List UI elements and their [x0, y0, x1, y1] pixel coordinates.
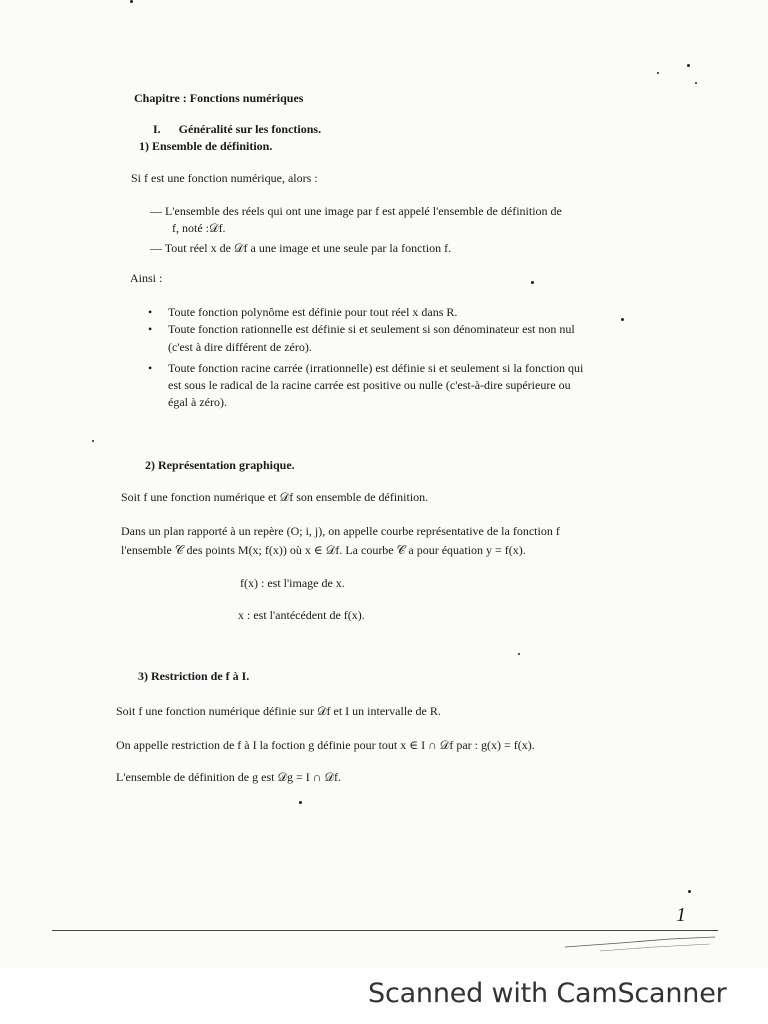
bullet-item: • Toute fonction racine carrée (irrationnelle) est définie si et seulement si la fonction qui — [168, 360, 583, 377]
scan-speck — [695, 82, 697, 84]
subsection-2-heading: 2) Représentation graphique. — [145, 458, 295, 472]
chapter-title: Chapitre : Fonctions numériques — [134, 91, 304, 105]
scan-speck — [130, 0, 133, 3]
subsection-3-heading: 3) Restriction de f à I. — [138, 669, 250, 683]
scan-speck — [657, 72, 659, 74]
dash-item-1: — L'ensemble des réels qui ont une image par f est appelé l'ensemble de définition de — [150, 204, 562, 218]
section-1-heading: I. Généralité sur les fonctions. — [153, 122, 322, 136]
scan-speck — [531, 281, 534, 284]
definition-image: f(x) : est l'image de x. — [240, 576, 345, 590]
scan-speck — [688, 890, 691, 893]
dash-item-2: — Tout réel x de 𝒟f a une image et une seule par la fonction f. — [150, 241, 452, 255]
scan-speck — [92, 440, 94, 442]
bullet-item: • Toute fonction rationnelle est définie si et seulement si son dénominateur est non nul — [168, 321, 575, 338]
bullet-list — [168, 304, 575, 338]
camscanner-watermark: Scanned with CamScanner — [368, 978, 727, 1009]
scan-speck — [687, 64, 690, 67]
footer-scribble — [560, 935, 720, 955]
bullet-item: • Toute fonction polynôme est définie pour tout réel x dans R. — [168, 304, 575, 321]
bullet-item-cont: est sous le radical de la racine carrée est positive ou nulle (c'est-à-dire supérieure ou — [168, 378, 571, 392]
representation-p2-line1: Dans un plan rapporté à un repère (O; i, j), on appelle courbe représentative de la fonction f — [121, 524, 560, 538]
bullet-list-2 — [168, 360, 583, 377]
subsection-1-heading: 1) Ensemble de définition. — [139, 139, 273, 153]
representation-p1: Soit f une fonction numérique et 𝒟f son ensemble de définition. — [121, 490, 429, 504]
scan-speck — [299, 801, 302, 804]
scan-speck — [518, 653, 520, 655]
restriction-p1: Soit f une fonction numérique définie sur 𝒟f et I un intervalle de R. — [116, 704, 441, 718]
bullet-item-cont: égal à zéro). — [168, 395, 227, 409]
ainsi-label: Ainsi : — [130, 271, 163, 285]
page-number: 1 — [676, 904, 686, 926]
restriction-p2: On appelle restriction de f à I la foction g définie pour tout x ∈ I ∩ 𝒟f par : g(x) = f(x). — [116, 738, 535, 752]
representation-p2-line2: l'ensemble 𝒞 des points M(x; f(x)) où x ∈ 𝒟f. La courbe 𝒞 a pour équation y = f(x). — [121, 543, 526, 557]
dash-item-1-cont: f, noté :𝒟f. — [172, 221, 226, 235]
restriction-p3: L'ensemble de définition de g est 𝒟g = I ∩ 𝒟f. — [116, 770, 342, 784]
footer-rule — [52, 930, 718, 931]
bullet-item-cont: (c'est à dire différent de zéro). — [168, 340, 312, 354]
intro-text: Si f est une fonction numérique, alors : — [131, 171, 318, 185]
definition-antecedent: x : est l'antécédent de f(x). — [238, 608, 365, 622]
scan-speck — [621, 318, 624, 321]
